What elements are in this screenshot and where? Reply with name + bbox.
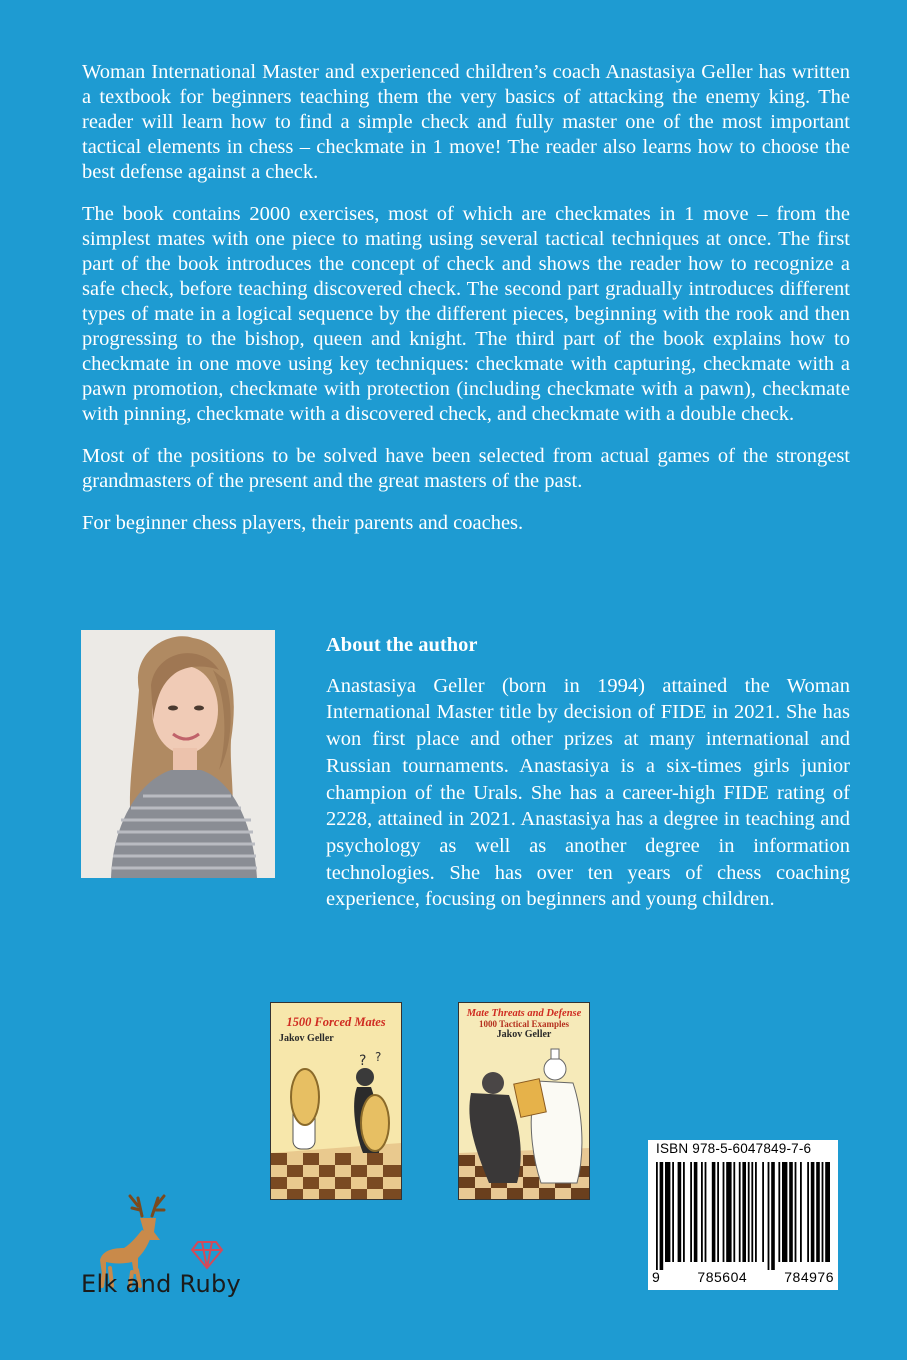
barcode-bar xyxy=(660,1162,664,1270)
book-author-2: Jakov Geller xyxy=(496,1029,552,1040)
barcode-bar xyxy=(705,1162,707,1262)
barcode-bar xyxy=(656,1162,658,1270)
isbn-digits xyxy=(652,1269,834,1285)
about-author-section xyxy=(326,632,850,913)
author-photo xyxy=(81,630,275,878)
about-author-heading: About the author xyxy=(326,634,478,656)
book-author-1: Jakov Geller xyxy=(279,1033,334,1044)
about-author-text: Anastasiya Geller (born in 1994) attained the Woman International Master title by decision of FIDE in 2021. She has won first place and other prizes at many international and Russian tournaments. Anastasiya is a six-times girls junior champion of the Urals. She has a career-high FIDE rating of 2228, attained in 2021. Anastasiya has a degree in teaching and psychology as well as another degree in information technologies. She has over ten years of chess coaching experience, focusing on beginners and young children. xyxy=(326,674,850,911)
book-subtitle-2: 1000 Tactical Examples xyxy=(478,1019,569,1029)
barcode-bar xyxy=(782,1162,787,1262)
barcode-bar xyxy=(822,1162,824,1262)
barcode-bar xyxy=(717,1162,719,1262)
barcode-bar xyxy=(726,1162,731,1262)
barcode-bar xyxy=(690,1162,692,1262)
barcode-bar xyxy=(672,1162,674,1262)
isbn-label: ISBN 978-5-6047849-7-6 xyxy=(656,1141,812,1156)
barcode-bar xyxy=(768,1162,770,1270)
isbn-digit-group-2: 785604 xyxy=(697,1269,748,1285)
barcode-bar xyxy=(771,1162,775,1270)
barcode-bar xyxy=(795,1162,797,1262)
description-paragraph-2: The book contains 2000 exercises, most of which are checkmates in 1 move – from the simplest mates with one piece to mating using several tactical techniques at once. The first part of the book introduces the concept of check and shows the reader how to recognize a safe check, before teaching discovered check. The second part gradually introduces different types of mate in a logical sequence by the different pieces, beginning with the rook and then progressing to the bishop, queen and knight. The third part of the book explains how to checkmate in one move using key techniques: checkmate with capturing, checkmate with a pawn promotion, checkmate with protection (including checkmate with a pawn), checkmate with pinning, checkmate with a discovered check, and checkmate with a double check. xyxy=(82,203,850,425)
barcode-bar xyxy=(678,1162,682,1262)
book-cover-mate-threats xyxy=(458,1002,590,1200)
barcode-bar xyxy=(825,1162,830,1262)
barcode-bar xyxy=(811,1162,815,1262)
barcode-bar xyxy=(683,1162,685,1262)
barcode-bar xyxy=(816,1162,820,1262)
barcode-bar xyxy=(762,1162,764,1262)
barcode-bar xyxy=(755,1162,757,1262)
description-paragraph-3: Most of the positions to be solved have been selected from actual games of the strongest grandmasters of the present and the great masters of the past. xyxy=(82,445,850,492)
description-paragraph-4: For beginner chess players, their parents and coaches. xyxy=(82,512,524,534)
book-cover-1500-forced-mates xyxy=(270,1002,402,1200)
isbn-digit-group-1: 9 xyxy=(652,1269,661,1285)
svg-text:?: ? xyxy=(375,1050,382,1064)
barcode-bar xyxy=(807,1162,809,1262)
barcode-bar xyxy=(733,1162,735,1262)
book-title-2: Mate Threats and Defense xyxy=(466,1008,582,1019)
barcode-bar xyxy=(789,1162,793,1262)
barcode-bars xyxy=(656,1162,830,1272)
svg-text:?: ? xyxy=(359,1053,367,1069)
book-title-1: 1500 Forced Mates xyxy=(286,1015,386,1029)
barcode-bar xyxy=(739,1162,741,1262)
barcode-bar xyxy=(665,1162,670,1262)
barcode-bar xyxy=(778,1162,780,1262)
barcode-bar xyxy=(800,1162,802,1262)
barcode-bar xyxy=(748,1162,750,1262)
barcode-bar xyxy=(712,1162,716,1262)
publisher-name: Elk and Ruby xyxy=(81,1270,241,1298)
barcode-bar xyxy=(751,1162,753,1262)
isbn-digit-group-3: 784976 xyxy=(784,1269,834,1285)
barcode-bar xyxy=(742,1162,746,1262)
barcode-bar xyxy=(723,1162,725,1262)
barcode-bar xyxy=(701,1162,703,1262)
barcode-bar xyxy=(694,1162,698,1262)
description-paragraph-1: Woman International Master and experienced children’s coach Anastasiya Geller has written a textbook for beginners teaching them the very basics of attacking the enemy king. The reader will learn how to find a simple check and fully master one of the most important tactical elements in chess – checkmate in 1 move! The reader also learns how to choose the best defense against a check. xyxy=(82,61,850,183)
book-description xyxy=(82,60,850,553)
isbn-barcode-block xyxy=(648,1140,838,1290)
